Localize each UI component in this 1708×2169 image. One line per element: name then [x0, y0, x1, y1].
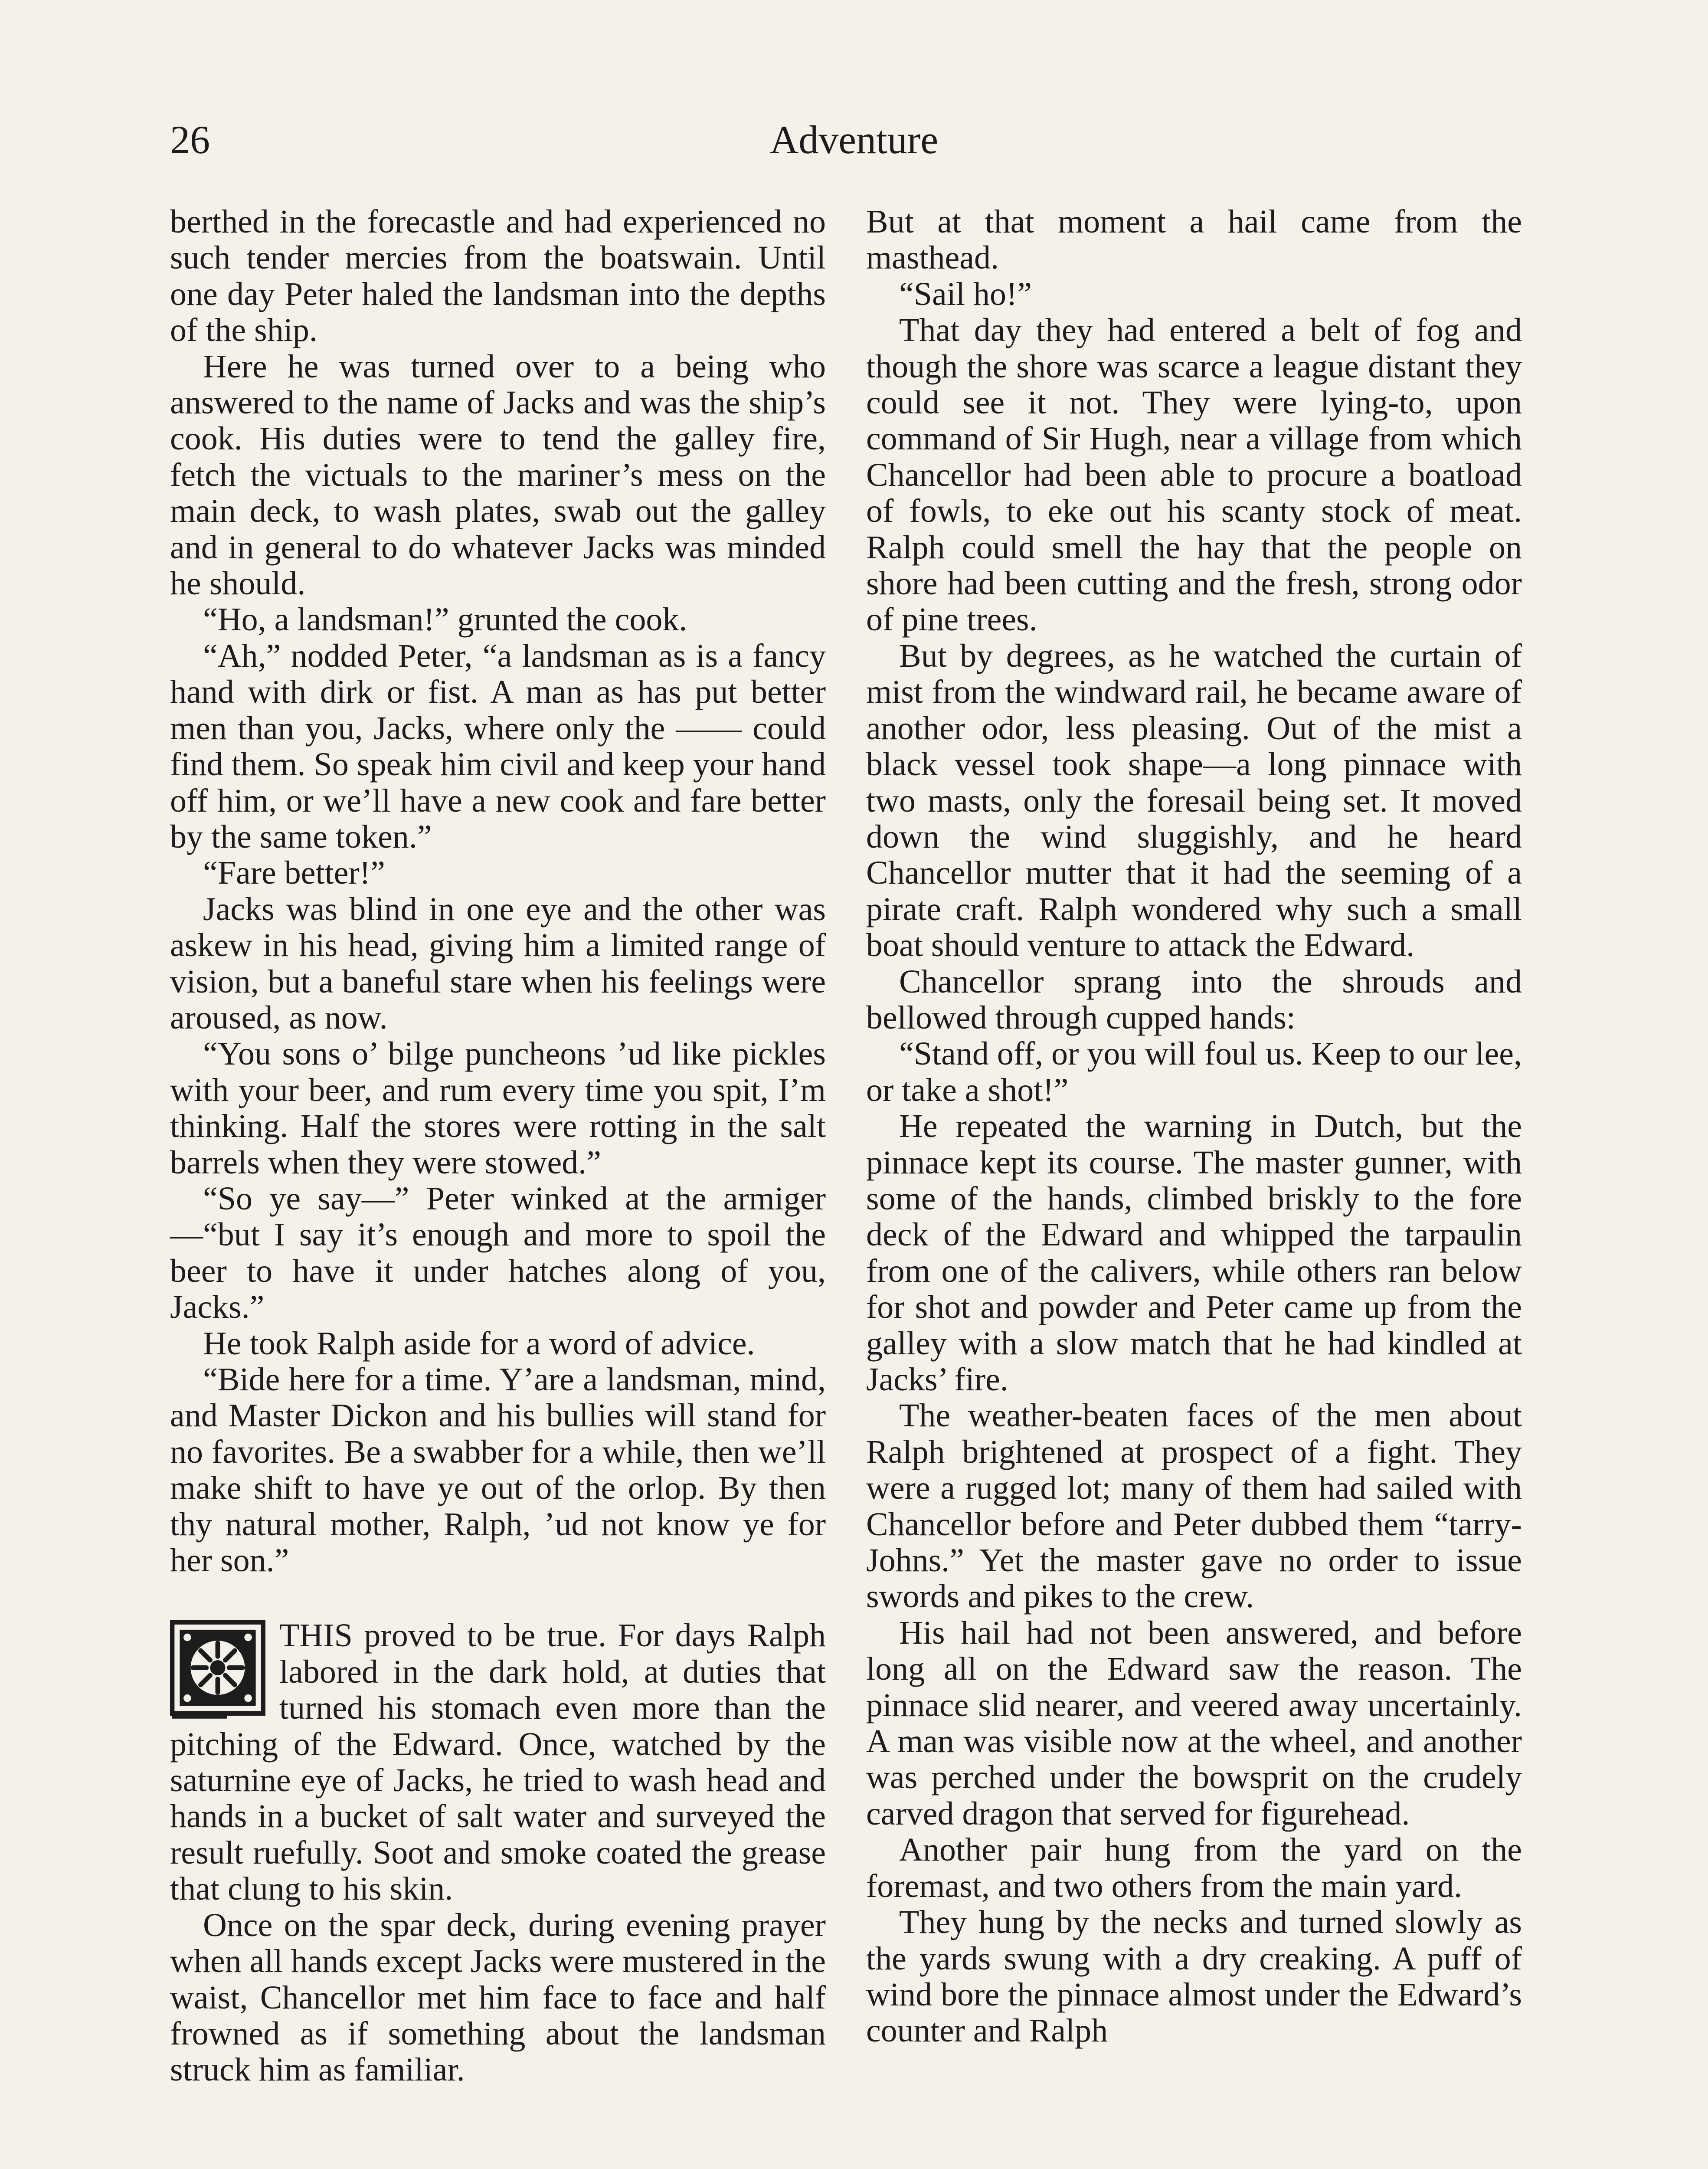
section-opening-paragraph: THIS proved to be true. For days Ralph labored in the dark hold, at duties that turned his stomach even more than the pitching of the Edward. Once, watched by the saturnine eye of Jacks, he tried to wash head and hands in a bucket of salt water and surveyed the result ruefully. Soot and smoke coated the grease that clung to his skin.	[170, 1617, 826, 1907]
paragraph: He took Ralph aside for a word of advice.	[203, 1325, 755, 1362]
paragraph: Chancellor sprang into the shrouds and bellowed through cupped hands:	[866, 963, 1522, 1036]
right-column	[866, 204, 1522, 2169]
paragraph: But at that moment a hail came from the masthead.	[866, 203, 1522, 276]
paragraph: “Fare better!”	[203, 855, 385, 891]
paragraph: Another pair hung from the yard on the foremast, and two others from the main yard.	[866, 1832, 1522, 1904]
ornamental-drop-cap-icon	[170, 1620, 265, 1720]
paragraph: But by degrees, as he watched the curtain of mist from the windward rail, he became aware of another odor, less pleasing. Out of the mist a black vessel took shape—a long pinnace with two masts, only the foresail being set. It moved down the wind sluggishly, and he heard Chancellor mutter that it had the seeming of a pirate craft. Ralph wondered why such a small boat should venture to attack the Edward.	[866, 637, 1522, 964]
paragraph: “Ho, a landsman!” grunted the cook.	[203, 601, 687, 638]
left-column	[170, 204, 826, 2169]
page-header	[0, 114, 1708, 166]
paragraph: He repeated the warning in Dutch, but the pinnace kept its course. The master gunner, with some of the hands, climbed briskly to the fore deck of the Edward and whipped the tarpaulin from one of the calivers, while others ran below for shot and powder and Peter came up from the galley with a slow match that he had kindled at Jacks’ fire.	[866, 1108, 1522, 1398]
paragraph: “Sail ho!”	[899, 275, 1032, 312]
paragraph: Here he was turned over to a being who answered to the name of Jacks and was the ship’s cook. His duties were to tend the galley fire, fetch the victuals to the mariner’s mess on the main deck, to wash plates, swab out the galley and in general to do whatever Jacks was minded he should.	[170, 348, 826, 602]
paragraph: “You sons o’ bilge puncheons ’ud like pickles with your beer, and rum every time you spit, I’m thinking. Half the stores were rotting in the salt barrels when they were stowed.”	[170, 1035, 826, 1181]
paragraph: The weather-beaten faces of the men about Ralph brightened at prospect of a fight. They were a rugged lot; many of them had sailed with Chancellor before and Peter dubbed them “tarry-Johns.” Yet the master gave no order to issue swords and pikes to the crew.	[866, 1397, 1522, 1615]
paragraph: That day they had entered a belt of fog and though the shore was scarce a league distant they could see it not. They were lying-to, upon command of Sir Hugh, near a village from which Chancellor had been able to procure a boatload of fowls, to eke out his scanty stock of meat. Ralph could smell the hay that the people on shore had been cutting and the fresh, strong odor of pine trees.	[866, 312, 1522, 638]
paragraph: berthed in the forecastle and had experienced no such tender mercies from the boatswain. Until one day Peter haled the landsman into the depths of the ship.	[170, 203, 826, 349]
paragraph: Jacks was blind in one eye and the other was askew in his head, giving him a limited range of vision, but a baneful stare when his feelings were aroused, as now.	[170, 891, 826, 1036]
paragraph: “Stand off, or you will foul us. Keep to our lee, or take a shot!”	[866, 1035, 1522, 1108]
paragraph: His hail had not been answered, and before long all on the Edward saw the reason. The pinnace slid nearer, and veered away uncertainly. A man was visible now at the wheel, and another was perched under the bowsprit on the crudely carved dragon that served for figurehead.	[866, 1614, 1522, 1832]
paragraph: “Bide here for a time. Y’are a landsman, mind, and Master Dickon and his bullies will stand for no favorites. Be a swabber for a while, then we’ll make shift to have ye out of the orlop. By then thy natural mother, Ralph, ’ud not know ye for her son.”	[170, 1361, 826, 1579]
section-break	[170, 1618, 826, 1907]
paragraph: “Ah,” nodded Peter, “a landsman as is a fancy hand with dirk or fist. A man as has put better men than you, Jacks, where only the —— could find them. So speak him civil and keep your hand off him, or we’ll have a new cook and fare better by the same token.”	[170, 637, 826, 855]
paragraph: “So ye say—” Peter winked at the armiger—“but I say it’s enough and more to spoil the beer to have it under hatches along of you, Jacks.”	[170, 1180, 826, 1326]
paragraph: They hung by the necks and turned slowly as the yards swung with a dry creaking. A puff of wind bore the pinnace almost under the Edward’s counter and Ralph	[866, 1904, 1522, 2049]
running-title: Adventure	[769, 118, 939, 162]
paragraph: Once on the spar deck, during evening prayer when all hands except Jacks were mustered in the waist, Chancellor met him face to face and half frowned as if something about the landsman struck him as familiar.	[170, 1907, 826, 2088]
page-number: 26	[170, 118, 210, 162]
